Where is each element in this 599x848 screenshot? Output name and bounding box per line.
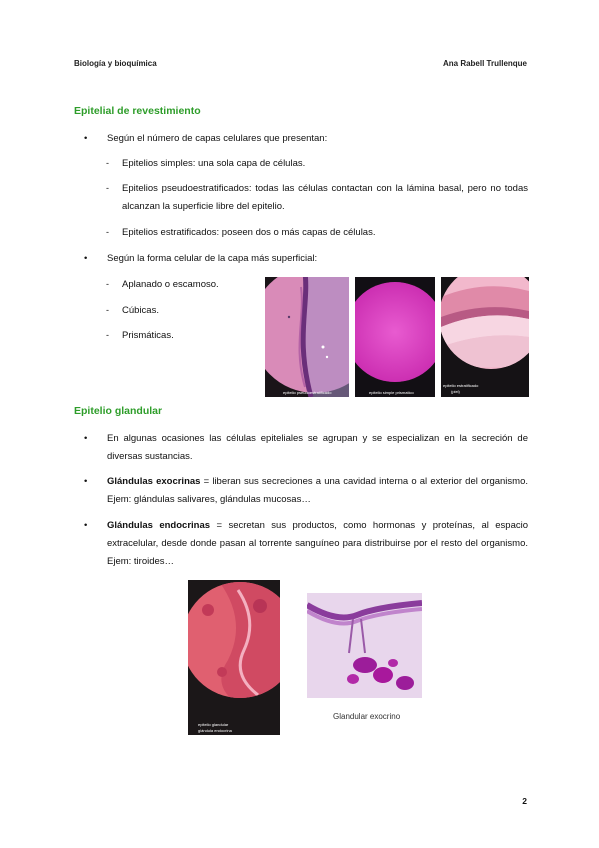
bullet-endocrinas xyxy=(74,517,528,571)
bullet-text: Según el número de capas celulares que presentan: xyxy=(107,133,328,144)
bullet-dot: • xyxy=(84,520,88,531)
bullet-dot: • xyxy=(84,433,88,444)
bullet-dot: • xyxy=(84,133,88,144)
section-title-glandular: Epitelio glandular xyxy=(74,405,163,417)
micrograph-estratificado xyxy=(441,277,529,397)
sub-text: Cúbicas. xyxy=(122,305,159,316)
sub-text: Epitelios simples: una sola capa de células. xyxy=(122,158,306,169)
term-endocrinas: Glándulas endocrinas xyxy=(107,520,211,531)
bullet-dot: • xyxy=(84,253,88,264)
caption-pseudo: epitelio pseudoestratificado xyxy=(283,390,332,395)
dash-icon: - xyxy=(106,330,109,340)
sub-item xyxy=(106,180,528,216)
caption-exocrino: Glandular exocrino xyxy=(333,712,401,721)
sub-item xyxy=(106,327,256,345)
dash-icon: - xyxy=(106,279,109,289)
dash-icon: - xyxy=(106,158,109,168)
bullet-secrecion xyxy=(74,430,528,466)
caption-simple: epitelio simple prismatico xyxy=(369,390,414,395)
sub-text: Aplanado o escamoso. xyxy=(122,279,219,290)
sub-text: Epitelios estratificados: poseen dos o más capas de células. xyxy=(122,227,376,238)
dash-icon: - xyxy=(106,305,109,315)
def-endocrinas: = secretan sus productos, como hormonas y proteínas, al espacio extracelular, desde donde pasan al torrente sanguíneo para distribuirse por el resto del organismo. Ejem: tiroides… xyxy=(107,520,529,567)
sub-item xyxy=(106,302,256,320)
bullet-exocrinas xyxy=(74,473,528,509)
sub-item xyxy=(106,276,256,294)
bullet-text xyxy=(107,517,528,571)
bullet-text xyxy=(107,473,528,509)
sub-item xyxy=(106,155,528,173)
bullet-text: Según la forma celular de la capa más superficial: xyxy=(107,253,318,264)
micrograph-glandular-exocrino xyxy=(307,593,422,698)
header-right: Ana Rabell Trullenque xyxy=(442,59,527,68)
micrograph-pseudoestratificado xyxy=(265,277,349,397)
bullet-capas xyxy=(74,130,528,148)
micrograph-glandula-endocrina xyxy=(188,580,280,735)
page-number: 2 xyxy=(522,796,527,806)
micrograph-simple-prismatico xyxy=(355,277,435,397)
bullet-text: En algunas ocasiones las células epiteliales se agrupan y se especializan en la secreción de diversas sustancias. xyxy=(107,433,528,462)
dash-icon: - xyxy=(106,183,109,193)
bullet-forma xyxy=(74,250,528,268)
bullet-dot: • xyxy=(84,476,88,487)
term-exocrinas: Glándulas exocrinas xyxy=(107,476,201,487)
dash-icon: - xyxy=(106,227,109,237)
sub-text: Prismáticas. xyxy=(122,330,174,341)
sub-item xyxy=(106,224,528,242)
caption-estratificado: epitelio estratificado xyxy=(443,383,479,388)
def-exocrinas: = liberan sus secreciones a una cavidad interna o al exterior del organismo. Ejem: glándulas salivares, glándulas mucosas… xyxy=(107,476,528,505)
section-title-revestimiento: Epitelial de revestimiento xyxy=(74,105,201,117)
sub-text: Epitelios pseudoestratificados: todas las células contactan con la lámina basal, pero no todas alcanzan la superficie libre del epitelio. xyxy=(122,183,528,212)
caption-piel: (piel) xyxy=(451,389,460,394)
caption-glandular: epitelio glandular xyxy=(198,722,229,727)
caption-endocrina: glándula endocrina xyxy=(198,728,232,733)
header-left: Biología y bioquímica xyxy=(74,59,157,68)
